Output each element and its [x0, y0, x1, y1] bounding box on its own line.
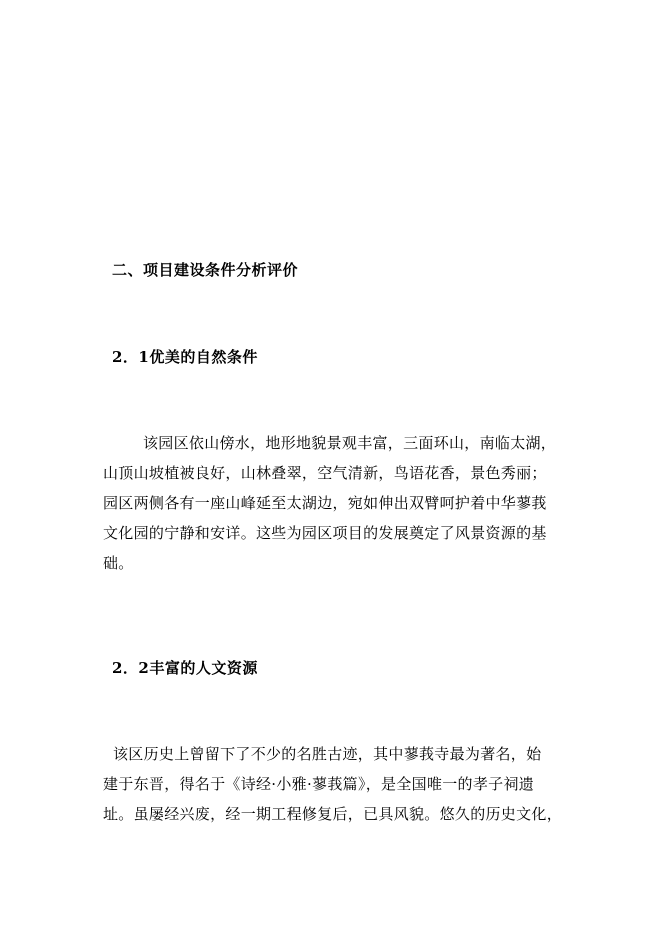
- paragraph-line: 园区两侧各有一座山峰延至太湖边，宛如伸出双臂呵护着中华蓼莪: [103, 494, 547, 512]
- paragraph-line: 该园区依山傍水，地形地貌景观丰富，三面环山，南临太湖，: [143, 434, 557, 452]
- paragraph-line: 建于东晋，得名于《诗经·小雅·蓼莪篇》，是全国唯一的孝子祠遗: [103, 775, 535, 793]
- paragraph-line: 础。: [103, 554, 134, 572]
- subsection-title-cultural: 2．2丰富的人文资源: [112, 659, 258, 677]
- paragraph-cultural-resources: [103, 739, 662, 829]
- paragraph-line: 山顶山坡植被良好，山林叠翠，空气清新，鸟语花香，景色秀丽；: [103, 464, 547, 482]
- paragraph-natural-conditions: [103, 428, 662, 578]
- paragraph-line: 该区历史上曾留下了不少的名胜古迹，其中蓼莪寺最为著名，始: [113, 745, 542, 763]
- paragraph-line: 址。虽屡经兴废，经一期工程修复后，已具风貌。悠久的历史文化，: [103, 805, 563, 823]
- paragraph-line: 文化园的宁静和安详。这些为园区项目的发展奠定了风景资源的基: [103, 524, 547, 542]
- section-title: 二、项目建设条件分析评价: [112, 261, 299, 279]
- subsection-title-natural: 2．1优美的自然条件: [112, 348, 258, 366]
